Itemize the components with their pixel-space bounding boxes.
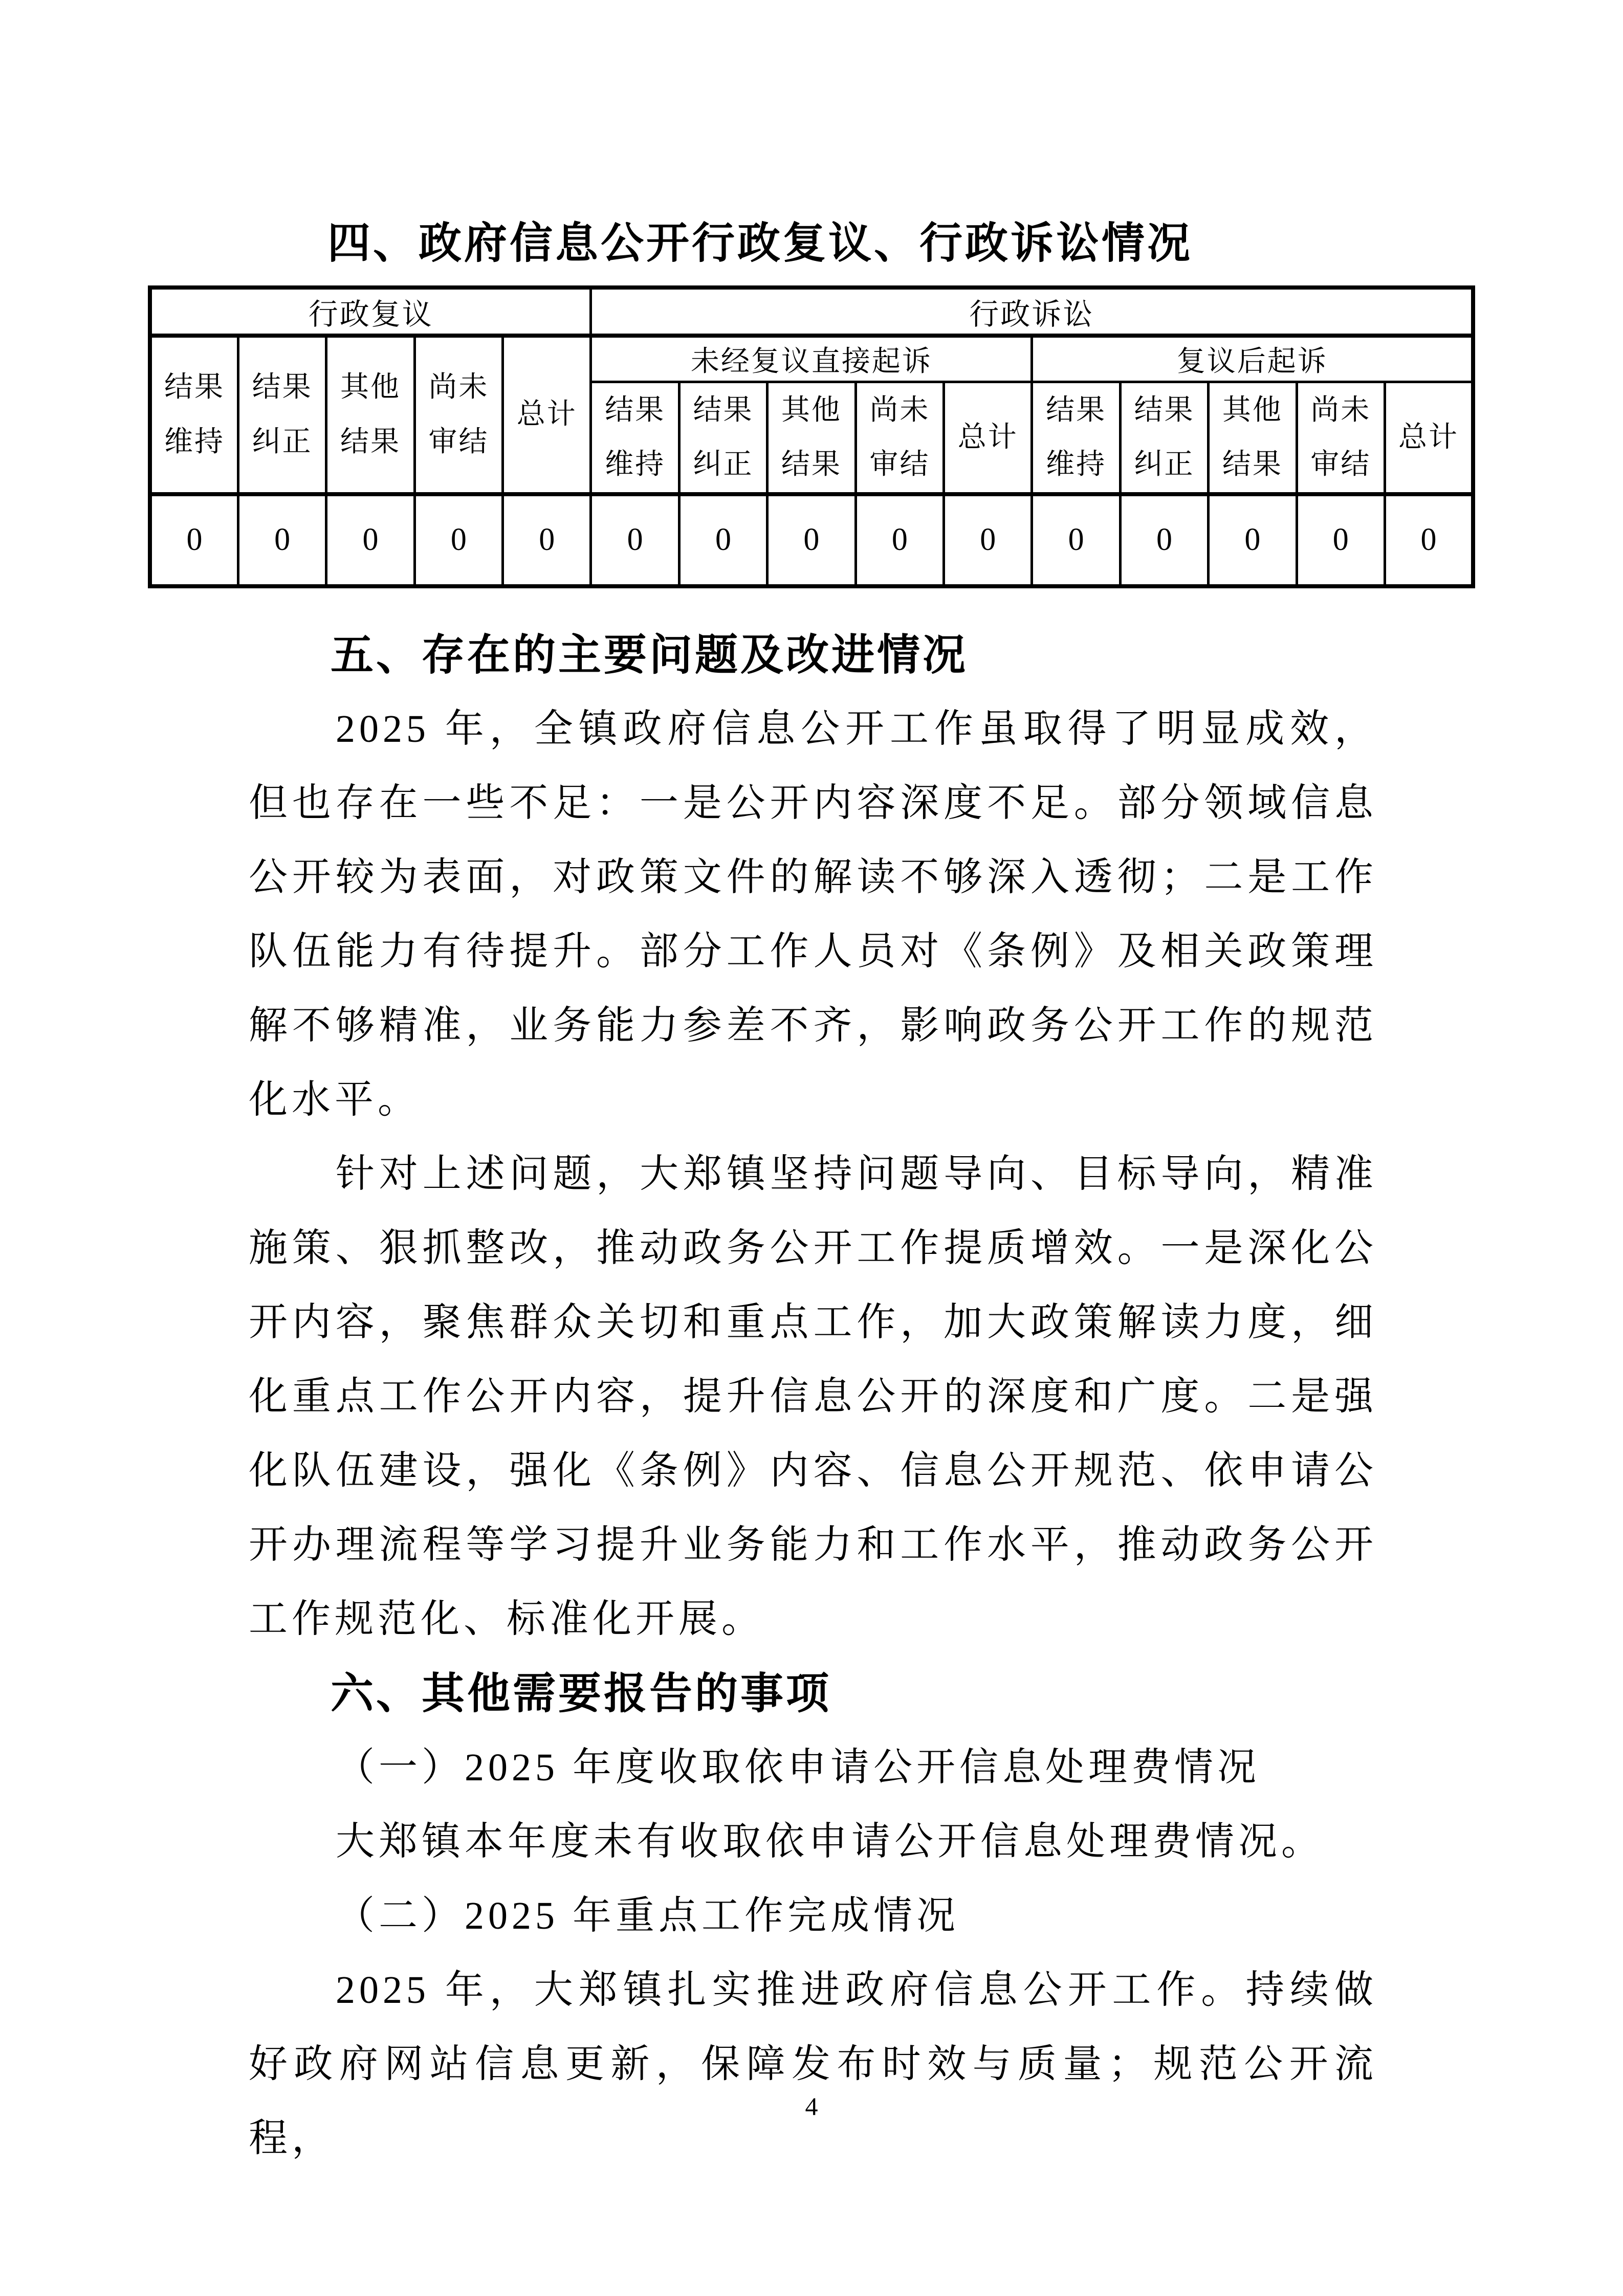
review-value: 0 <box>150 494 238 586</box>
review-value: 0 <box>238 494 326 586</box>
after-review-col-header-total: 总计 <box>1385 382 1473 494</box>
direct-col-header: 其他结果 <box>767 382 856 494</box>
section-six-heading: 六、其他需要报告的事项 <box>331 1669 832 1717</box>
page-number: 4 <box>805 2092 818 2121</box>
document-body <box>249 618 1377 2176</box>
section-six-item-one-title: （一）2025 年度收取依申请公开信息处理费情况 <box>336 1746 1260 1789</box>
header-administrative-litigation: 行政诉讼 <box>591 288 1473 336</box>
after-review-value: 0 <box>1032 494 1120 586</box>
review-value: 0 <box>326 494 414 586</box>
after-review-col-header: 其他结果 <box>1209 382 1297 494</box>
direct-col-header: 尚未审结 <box>856 382 944 494</box>
direct-col-header: 结果维持 <box>591 382 679 494</box>
review-value: 0 <box>414 494 502 586</box>
section-six-item-one-body: 大郑镇本年度未有收取依申请公开信息处理费情况。 <box>336 1820 1324 1863</box>
review-litigation-table <box>148 285 1475 588</box>
section-six-item-two-title: （二）2025 年重点工作完成情况 <box>336 1894 959 1937</box>
direct-value: 0 <box>679 494 767 586</box>
review-col-header: 其他结果 <box>326 336 414 494</box>
review-value-total: 0 <box>503 494 591 586</box>
section-five-paragraph-2: 针对上述问题，大郑镇坚持问题导向、目标导向，精准施策、狠抓整改，推动政务公开工作提质增效。一是深化公开内容，聚焦群众关切和重点工作，加大政策解读力度，细化重点工作公开内容，提升信息公开的深度和广度。二是强化队伍建设，强化《条例》内容、信息公开规范、依申请公开办理流程等学习提升业务能力和工作水平，推动政务公开工作规范化、标准化开展。 <box>249 1152 1377 1641</box>
section-four-heading: 四、政府信息公开行政复议、行政诉讼情况 <box>327 219 1193 267</box>
after-review-value: 0 <box>1209 494 1297 586</box>
direct-col-header-total: 总计 <box>944 382 1032 494</box>
table-subgroup-header-row <box>150 336 1473 382</box>
review-col-header-total: 总计 <box>503 336 591 494</box>
after-review-col-header: 结果维持 <box>1032 382 1120 494</box>
after-review-value-total: 0 <box>1385 494 1473 586</box>
section-five-paragraph-1: 2025 年，全镇政府信息公开工作虽取得了明显成效，但也存在一些不足：一是公开内容深度不足。部分领域信息公开较为表面，对政策文件的解读不够深入透彻；二是工作队伍能力有待提升。部分工作人员对《条例》及相关政策理解不够精准，业务能力参差不齐，影响政务公开工作的规范化水平。 <box>249 707 1377 1121</box>
direct-value: 0 <box>856 494 944 586</box>
review-col-header: 尚未审结 <box>414 336 502 494</box>
direct-col-header: 结果纠正 <box>679 382 767 494</box>
section-six-item-two-body: 2025 年，大郑镇扎实推进政府信息公开工作。持续做好政府网站信息更新，保障发布时效与质量；规范公开流程， <box>249 1968 1377 2160</box>
header-administrative-review: 行政复议 <box>150 288 591 336</box>
direct-value-total: 0 <box>944 494 1032 586</box>
table-group-header-row <box>150 288 1473 336</box>
section-five-heading: 五、存在的主要问题及改进情况 <box>331 630 969 679</box>
direct-value: 0 <box>591 494 679 586</box>
after-review-value: 0 <box>1120 494 1208 586</box>
table-values-row <box>150 494 1473 586</box>
after-review-col-header: 结果纠正 <box>1120 382 1208 494</box>
after-review-value: 0 <box>1297 494 1385 586</box>
after-review-col-header: 尚未审结 <box>1297 382 1385 494</box>
header-after-review-litigation: 复议后起诉 <box>1032 336 1473 382</box>
review-col-header: 结果纠正 <box>238 336 326 494</box>
review-col-header: 结果维持 <box>150 336 238 494</box>
direct-value: 0 <box>767 494 856 586</box>
header-direct-litigation: 未经复议直接起诉 <box>591 336 1032 382</box>
